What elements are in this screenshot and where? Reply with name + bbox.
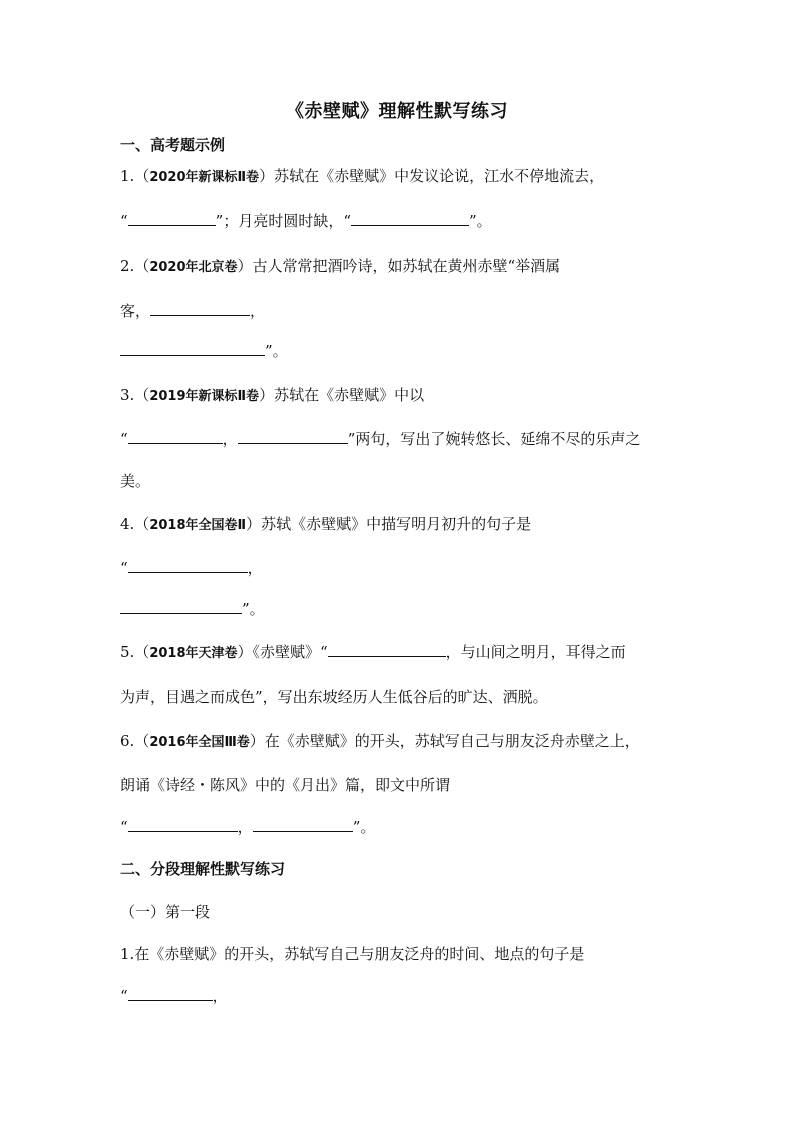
question-1-line-2 <box>120 210 492 232</box>
question-5-line-2: 为声，目遇之而成色”，写出东坡经历人生低谷后的旷达、洒脱。 <box>120 688 548 706</box>
section-heading-2: 二、分段理解性默写练习 <box>120 860 286 878</box>
practice-1-line-2 <box>120 985 228 1007</box>
answer-blank[interactable] <box>120 599 242 614</box>
question-text: ”；月亮时圆时缺，“ <box>215 212 352 230</box>
quote-open: “ <box>120 818 128 836</box>
question-number: 2.（ <box>120 257 150 275</box>
quote-close: ”。 <box>242 600 265 618</box>
question-text: 客， <box>120 302 151 320</box>
answer-blank[interactable] <box>351 211 469 226</box>
subsection-heading: （一）第一段 <box>120 903 211 921</box>
answer-blank[interactable] <box>238 429 348 444</box>
question-text: ）苏轼在《赤壁赋》中以 <box>259 386 425 404</box>
question-3-line-3: 美。 <box>120 472 151 490</box>
question-text: ，与山间之明月，耳得之而 <box>445 643 626 661</box>
question-text: ）在《赤壁赋》的开头，苏轼写自己与朋友泛舟赤壁之上， <box>249 732 640 750</box>
question-6 <box>120 730 640 754</box>
question-3-line-2 <box>120 428 640 450</box>
question-source: 2020年新课标Ⅱ卷 <box>149 170 260 185</box>
question-source: 2019年新课标Ⅱ卷 <box>149 389 260 404</box>
punctuation: ， <box>247 559 263 577</box>
answer-blank[interactable] <box>128 429 223 444</box>
answer-blank[interactable] <box>150 301 250 316</box>
punctuation: ， <box>250 302 266 320</box>
question-source: 2018年天津卷 <box>149 646 238 661</box>
quote-close: ”。 <box>469 212 492 230</box>
question-number: 3.（ <box>120 386 150 404</box>
question-number: 5.（ <box>120 643 150 661</box>
question-text: ）古人常常把酒吟诗，如苏轼在黄州赤壁“举酒属 <box>237 257 561 275</box>
punctuation: ， <box>212 987 228 1005</box>
question-6-line-2: 朗诵《诗经・陈风》中的《月出》篇，即文中所谓 <box>120 776 451 794</box>
question-text: ”两句，写出了婉转悠长、延绵不尽的乐声之 <box>347 430 641 448</box>
question-2 <box>120 255 560 279</box>
page-title: 《赤壁赋》理解性默写练习 <box>286 101 508 122</box>
answer-blank[interactable] <box>128 211 216 226</box>
question-source: 2018年全国卷Ⅱ <box>149 518 247 533</box>
question-5 <box>120 641 626 665</box>
question-number: 6.（ <box>120 732 150 750</box>
question-6-line-3 <box>120 816 375 838</box>
punctuation: ， <box>237 818 253 836</box>
question-2-line-3 <box>120 340 288 362</box>
question-1 <box>120 165 604 189</box>
quote-open: “ <box>120 430 128 448</box>
question-source: 2020年北京卷 <box>149 260 238 275</box>
practice-1: 1.在《赤壁赋》的开头，苏轼写自己与朋友泛舟的时间、地点的句子是 <box>120 945 585 963</box>
question-source: 2016年全国Ⅲ卷 <box>149 735 250 750</box>
answer-blank[interactable] <box>120 341 265 356</box>
answer-blank[interactable] <box>128 558 248 573</box>
question-number: 1.（ <box>120 167 150 185</box>
quote-close: ”。 <box>265 342 288 360</box>
answer-blank[interactable] <box>128 817 238 832</box>
answer-blank[interactable] <box>253 817 353 832</box>
question-2-line-2 <box>120 300 265 322</box>
answer-blank[interactable] <box>128 986 213 1001</box>
quote-close: ”。 <box>352 818 376 836</box>
question-text: ）苏轼在《赤壁赋》中发议论说，江水不停地流去， <box>259 167 605 185</box>
question-4 <box>120 513 531 537</box>
section-heading-1: 一、高考题示例 <box>120 136 226 154</box>
question-4-line-2 <box>120 557 263 579</box>
punctuation: ， <box>222 430 238 448</box>
answer-blank[interactable] <box>328 642 446 657</box>
quote-open: “ <box>120 559 128 577</box>
quote-open: “ <box>120 987 128 1005</box>
question-text: ）苏轼《赤壁赋》中描写明月初升的句子是 <box>246 515 532 533</box>
quote-open: “ <box>120 212 128 230</box>
question-text: ）《赤壁赋》“ <box>237 643 328 661</box>
question-4-line-3 <box>120 598 265 620</box>
question-number: 4.（ <box>120 515 150 533</box>
question-3 <box>120 384 424 408</box>
